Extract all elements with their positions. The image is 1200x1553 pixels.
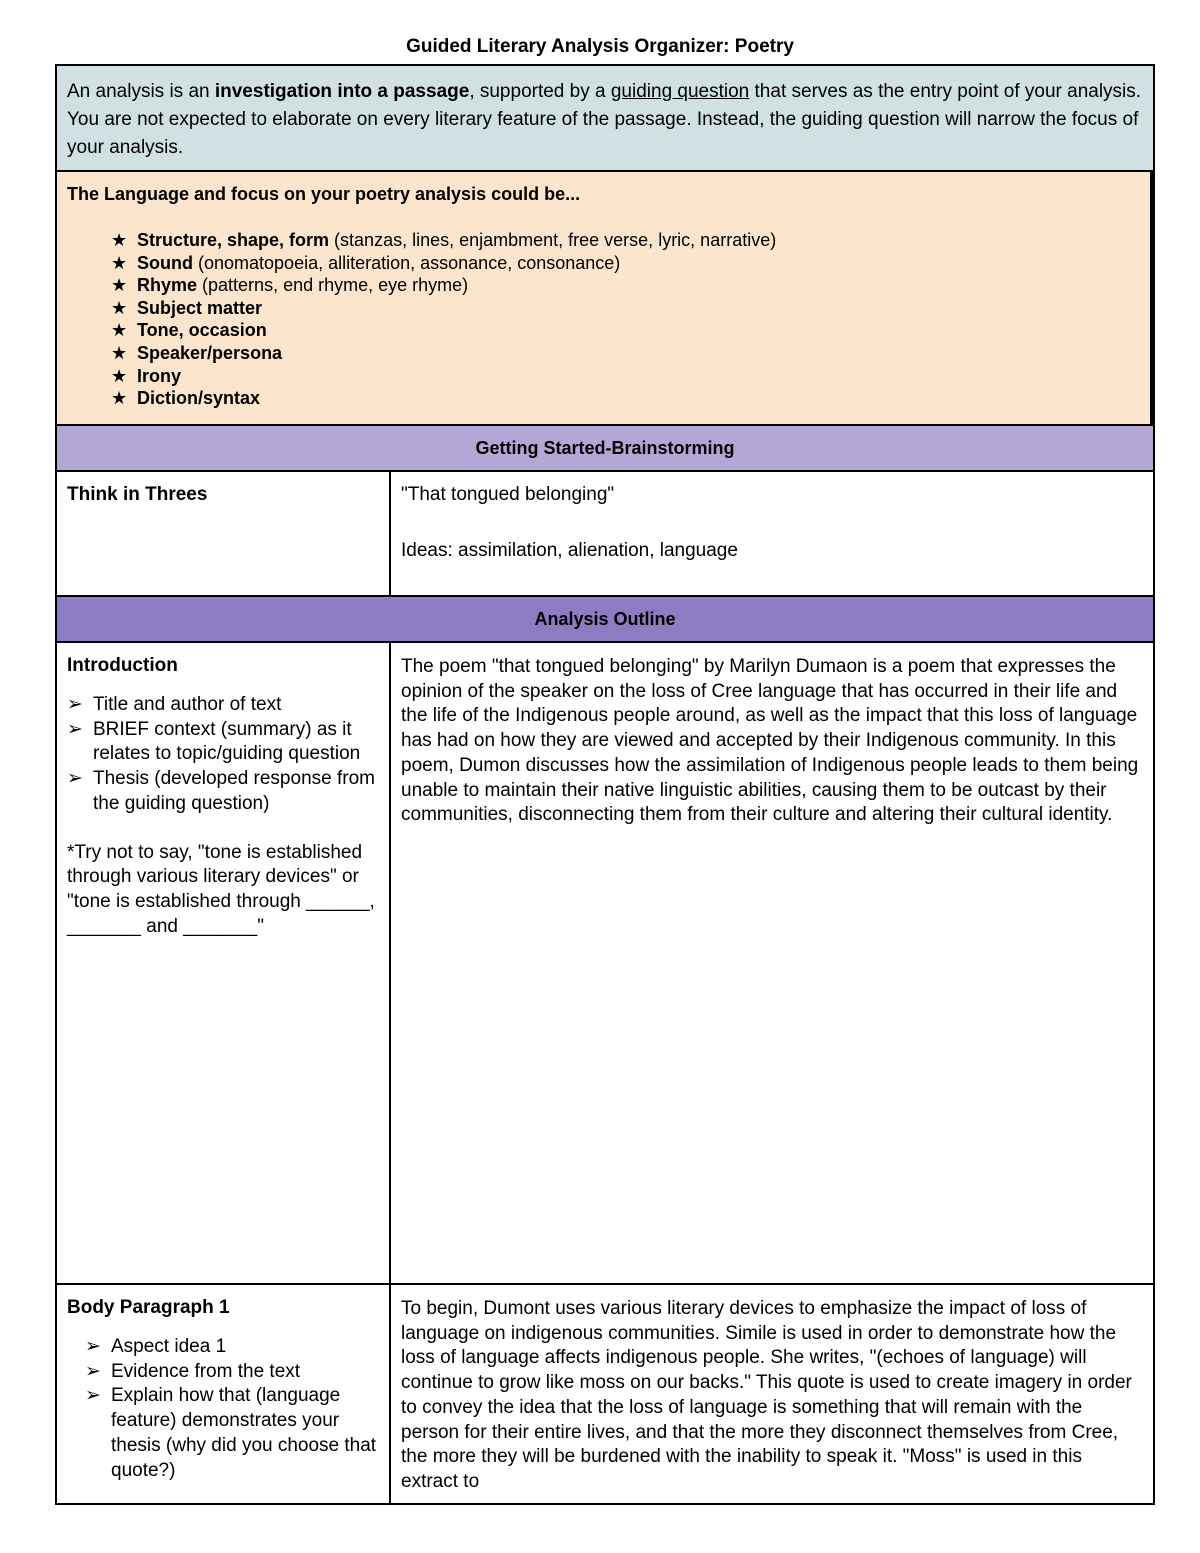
brainstorm-quote: "That tongued belonging" (401, 484, 615, 505)
star-bullet-icon: ★ (111, 230, 128, 250)
brainstorm-band: Getting Started-Brainstorming (55, 426, 1155, 472)
star-bullet-icon: ★ (111, 320, 128, 341)
body-paragraph-1-row (55, 1285, 1155, 1505)
star-bullet-icon: ★ (111, 252, 128, 273)
intro-text-underline: guiding question (610, 81, 750, 102)
intro-box (55, 64, 1155, 172)
introduction-heading: Introduction (67, 655, 178, 676)
focus-item (111, 387, 1140, 410)
page-title: Guided Literary Analysis Organizer: Poetry (406, 36, 794, 57)
analysis-outline-band: Analysis Outline (55, 597, 1155, 643)
focus-item (111, 252, 1140, 275)
star-bullet-icon: ★ (111, 388, 128, 409)
brainstorm-left-cell (57, 472, 391, 595)
star-bullet-icon: ★ (111, 297, 128, 318)
body-paragraph-1-answer: To begin, Dumont uses various literary devices to emphasize the impact of loss of language on indigenous communities. Simile is used in order to demonstrate how the loss of language affects indigenous people. She writes, "(echoes of language) will continue to grow like moss on our backs." This quote is used to create imagery in order to convey the idea that the loss of language is something that will remain with the person for their entire lives, and that the more they disconnect themselves from Cree, the more they will be burdened with the inability to speak it. "Moss" is used in this extract to (401, 1298, 1132, 1492)
focus-item-bold: Diction/syntax (137, 388, 261, 409)
introduction-left-cell (57, 643, 391, 1283)
star-bullet-icon: ★ (111, 365, 128, 386)
introduction-row (55, 643, 1155, 1285)
arrow-bullet-icon: ➢ (85, 1360, 101, 1382)
focus-item-bold: Speaker/persona (137, 342, 283, 363)
arrow-bullet-icon: ➢ (67, 718, 83, 740)
focus-item-bold: Rhyme (137, 275, 198, 296)
intro-text-3: that serves as the entry point of your analysis. You are not expected to elaborate on every literary feature of the passage. Instead, the guiding question will narrow the focus of your analysis. (67, 81, 1142, 158)
list-item (67, 718, 379, 767)
list-item (67, 767, 379, 816)
star-bullet-icon: ★ (111, 342, 128, 363)
focus-item (111, 342, 1140, 365)
brainstorm-right-cell[interactable] (391, 472, 1153, 595)
intro-text-bold: investigation into a passage (214, 81, 470, 102)
list-item-text: BRIEF context (summary) as it relates to topic/guiding question (93, 718, 361, 765)
body-paragraph-1-left-cell (57, 1285, 391, 1503)
list-item (67, 1384, 379, 1483)
arrow-bullet-icon: ➢ (85, 1385, 101, 1407)
star-bullet-icon: ★ (111, 275, 128, 296)
focus-item-detail: (onomatopoeia, alliteration, assonance, consonance) (193, 252, 621, 273)
focus-item-bold: Tone, occasion (137, 320, 267, 341)
focus-item (111, 274, 1140, 297)
focus-item-detail: (stanzas, lines, enjambment, free verse, lyric, narrative) (329, 230, 777, 250)
focus-item-detail: (patterns, end rhyme, eye rhyme) (197, 275, 469, 296)
intro-text-1: An analysis is an (67, 81, 215, 102)
focus-item-bold: Subject matter (137, 297, 263, 318)
introduction-note: *Try not to say, "tone is established through various literary devices" or "tone is established through ______, _______ and _______" (67, 841, 375, 937)
list-item-text: Explain how that (language feature) demonstrates your thesis (why did you choose that quote?) (111, 1385, 377, 1481)
brainstorm-row (55, 472, 1155, 597)
think-in-threes-heading: Think in Threes (67, 484, 208, 505)
introduction-answer-cell[interactable] (391, 643, 1153, 1283)
list-item (67, 693, 379, 718)
organizer-table (55, 64, 1155, 1505)
focus-item-bold: Irony (137, 365, 182, 386)
body-paragraph-1-answer-cell[interactable] (391, 1285, 1153, 1503)
list-item (67, 1360, 379, 1385)
focus-item (111, 319, 1140, 342)
focus-item (111, 297, 1140, 320)
introduction-bullets (67, 693, 379, 817)
arrow-bullet-icon: ➢ (67, 768, 83, 790)
arrow-bullet-icon: ➢ (85, 1336, 101, 1357)
focus-item-bold: Structure, shape, form (137, 230, 330, 250)
focus-heading: The Language and focus on your poetry analysis could be... (67, 184, 581, 204)
focus-item (111, 229, 1140, 252)
body-paragraph-1-heading: Body Paragraph 1 (67, 1297, 230, 1318)
introduction-answer: The poem "that tongued belonging" by Marilyn Dumaon is a poem that expresses the opinion of the speaker on the loss of Cree language that has occurred in their life and the life of the Indigenous people around, as well as the impact that this loss of language has had on how they are viewed and accepted by their Indigenous community. In this poem, Dumon discusses how the assimilation of Indigenous people leads to them being unable to maintain their native linguistic abilities, causing them to be outcast by their communities, disconnecting them from their culture and altering their cultural identity. (401, 656, 1139, 826)
body-paragraph-1-bullets (67, 1335, 379, 1483)
intro-text-2: , supported by a (469, 81, 611, 102)
focus-item (111, 365, 1140, 388)
focus-item-bold: Sound (137, 252, 193, 273)
list-item (67, 1335, 379, 1360)
list-item-text: Title and author of text (93, 694, 282, 715)
focus-box (55, 172, 1155, 426)
focus-list (67, 229, 1140, 410)
arrow-bullet-icon: ➢ (67, 694, 83, 715)
list-item-text: Aspect idea 1 (111, 1336, 227, 1357)
brainstorm-ideas: Ideas: assimilation, alienation, language (401, 540, 738, 561)
list-item-text: Evidence from the text (111, 1360, 301, 1382)
list-item-text: Thesis (developed response from the guiding question) (93, 768, 375, 814)
